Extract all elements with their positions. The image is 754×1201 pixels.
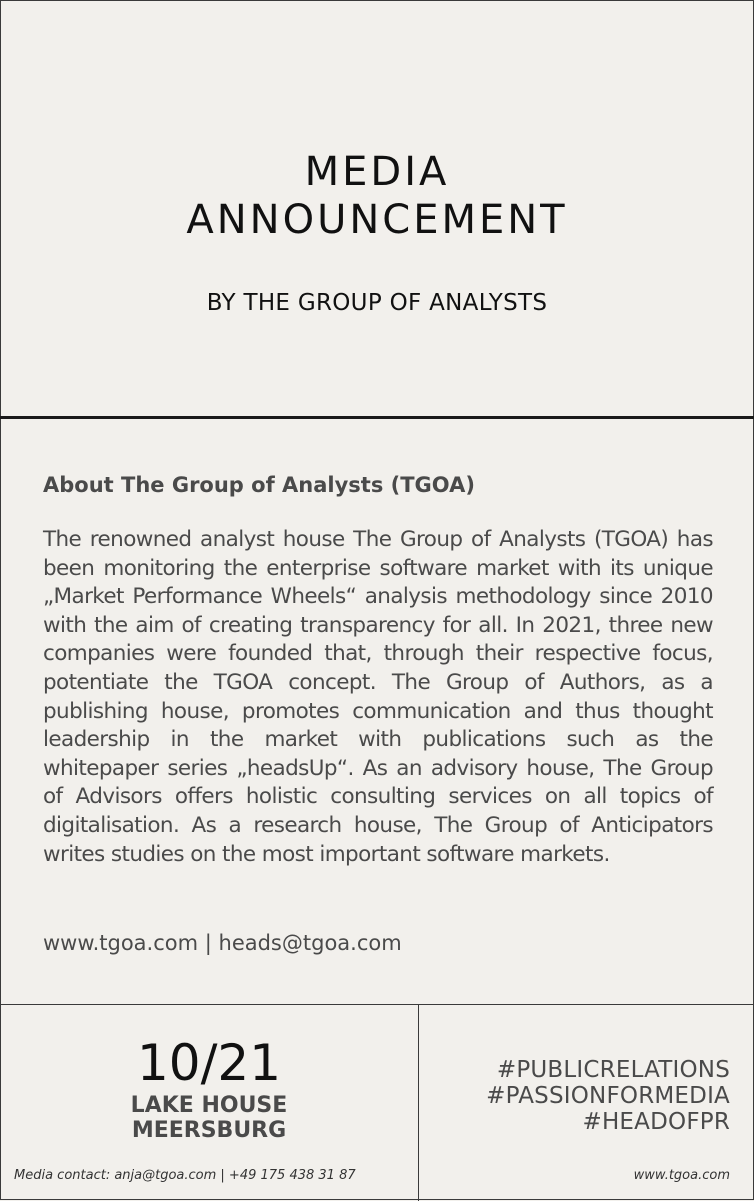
event-date: 10/21 bbox=[136, 1034, 282, 1092]
about-section bbox=[43, 470, 713, 869]
announcement-header bbox=[0, 0, 754, 419]
title-announcement: ANNOUNCEMENT bbox=[186, 197, 568, 243]
footer-website-link[interactable]: www.tgoa.com bbox=[633, 1168, 730, 1183]
hashtag: #PUBLICRELATIONS bbox=[496, 1057, 730, 1083]
subtitle: BY THE GROUP OF ANALYSTS bbox=[206, 290, 548, 316]
title-media: MEDIA bbox=[304, 149, 450, 195]
hashtag: #HEADOFPR bbox=[582, 1109, 730, 1135]
venue-line-1: LAKE HOUSE bbox=[130, 1093, 288, 1118]
media-contact[interactable]: Media contact: anja@tgoa.com | +49 175 438 31 87 bbox=[14, 1168, 356, 1183]
about-heading: About The Group of Analysts (TGOA) bbox=[43, 473, 475, 497]
about-body: The renowned analyst house The Group of Analysts (TGOA) has been monitoring the enterprise software market with its unique „Market Performance Wheels“ analysis methodology since 2010 with the aim of creating transparency for all. In 2021, three new companies were founded that, through their respective focus, potentiate the TGOA concept. The Group of Authors, as a publishing house, promotes communication and thus thought leadership in the market with publications such as the whitepaper series „headsUp“. As an advisory house, The Group of Advisors offers holistic consulting services on all topics of digitalisation. As a research house, The Group of Anticipators writes studies on the most important software markets. bbox=[43, 527, 713, 867]
venue-line-2: MEERSBURG bbox=[131, 1118, 287, 1143]
event-venue bbox=[0, 1093, 418, 1143]
hashtags bbox=[486, 1057, 730, 1135]
hashtag: #PASSIONFORMEDIA bbox=[486, 1083, 730, 1109]
footer-divider bbox=[418, 1005, 419, 1201]
website-email-links[interactable]: www.tgoa.com | heads@tgoa.com bbox=[43, 931, 402, 955]
